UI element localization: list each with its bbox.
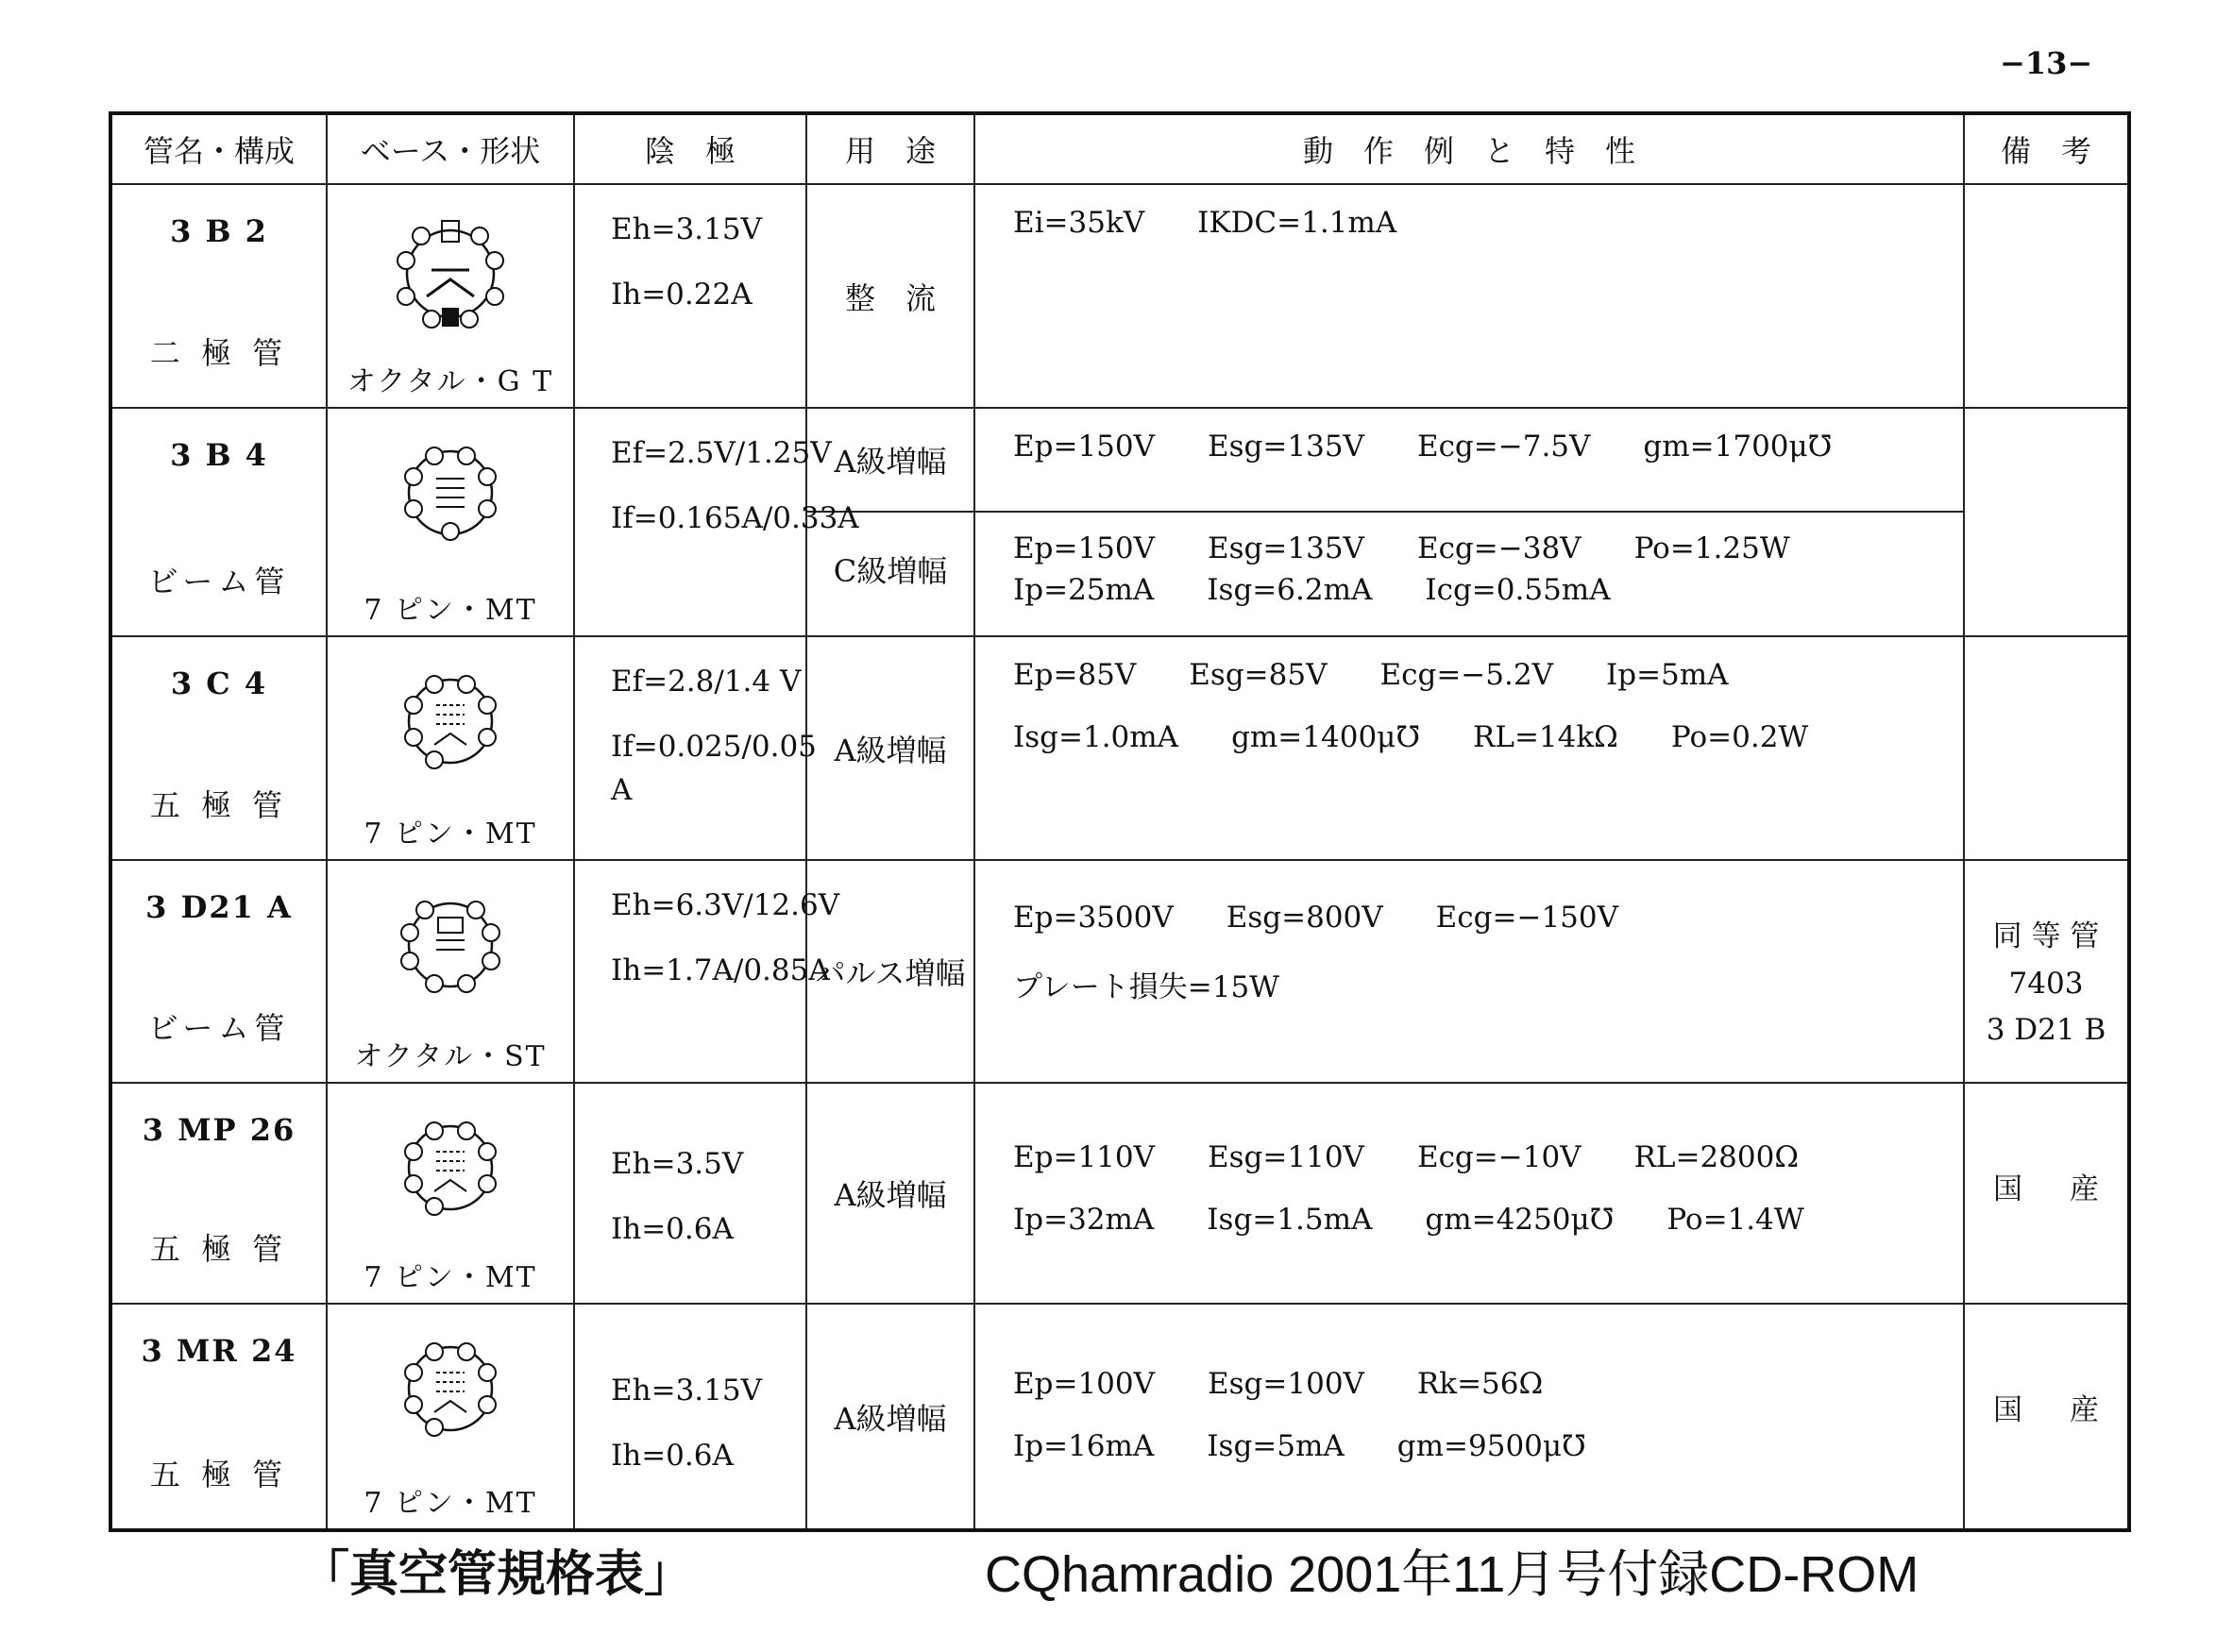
- base-type: 7 ピン・MT: [364, 818, 537, 851]
- remark-text: 国: [1993, 1172, 2022, 1206]
- header-operation: 動 作 例 と 特 性: [974, 113, 1964, 184]
- op-value: Ep=85V: [1013, 658, 1137, 692]
- tube-type: ビーム管: [147, 564, 291, 599]
- tube-type: 二 極 管: [149, 335, 289, 371]
- op-value: Ip=25mA: [1013, 573, 1155, 607]
- tube-name: 3 MR 24: [141, 1333, 297, 1369]
- op-value: RL=2800Ω: [1633, 1140, 1800, 1174]
- op-value: Ep=150V: [1013, 531, 1156, 565]
- op-value: Ecg=−38V: [1416, 531, 1582, 565]
- op-value: Ecg=−5.2V: [1379, 658, 1553, 692]
- op-value: Ecg=−7.5V: [1416, 430, 1591, 464]
- op-value: プレート損失=15W: [1013, 970, 1280, 1004]
- op-value: Isg=5mA: [1207, 1429, 1345, 1463]
- op-value: gm=1400μ℧: [1231, 720, 1421, 754]
- table-row: [110, 860, 2129, 1083]
- header-cathode: 陰 極: [574, 113, 806, 184]
- op-value: Icg=0.55mA: [1425, 573, 1611, 607]
- cathode-value: Ih=0.6A: [611, 1211, 734, 1246]
- table-row: [110, 1083, 2129, 1304]
- cathode-value: Ih=0.6A: [611, 1438, 734, 1473]
- base-type: 7 ピン・MT: [364, 594, 537, 627]
- footer-title: 「真空管規格表」: [300, 1546, 694, 1603]
- use-cell: A級増幅: [806, 1083, 974, 1304]
- op-value: Esg=800V: [1226, 901, 1383, 935]
- use-cell: A級増幅: [806, 636, 974, 860]
- op-value: Isg=6.2mA: [1207, 573, 1373, 607]
- header-name: 管名・構成: [110, 113, 327, 184]
- op-value: Ecg=−150V: [1435, 901, 1618, 935]
- remark-text: 産: [2070, 1172, 2099, 1206]
- tube-name: 3 B 4: [170, 437, 268, 473]
- use-cell: A級増幅: [807, 409, 973, 513]
- cathode-value: If=0.165A/0.33A: [611, 500, 859, 535]
- base-type: オクタル・ST: [354, 1040, 547, 1073]
- op-value: Esg=110V: [1208, 1140, 1364, 1174]
- op-value: Esg=135V: [1208, 430, 1364, 464]
- op-value: Ep=100V: [1013, 1367, 1156, 1401]
- table-row: [110, 408, 2129, 636]
- op-value: Ip=5mA: [1605, 658, 1729, 692]
- header-base: ベース・形状: [327, 113, 574, 184]
- op-value: gm=9500μ℧: [1396, 1429, 1586, 1463]
- use-cell: パルス増幅: [806, 860, 974, 1083]
- op-value: Rk=56Ω: [1416, 1367, 1544, 1401]
- tube-type: 五 極 管: [149, 1231, 289, 1267]
- pin-diagram-icon: [380, 198, 521, 349]
- header-row: [110, 113, 2129, 184]
- remark-text: 3 D21 B: [1986, 1013, 2106, 1048]
- op-value: Esg=100V: [1208, 1367, 1364, 1401]
- tube-type: 五 極 管: [149, 1457, 289, 1492]
- remark-text: 同 等 管: [1992, 919, 2100, 953]
- op-value: RL=14kΩ: [1473, 720, 1618, 754]
- cathode-value: Ef=2.5V/1.25V: [611, 436, 832, 470]
- cathode-value: Ef=2.8/1.4 V: [611, 665, 802, 699]
- op-value: Po=0.2W: [1670, 720, 1809, 754]
- cathode-value: Ih=1.7A/0.85A: [611, 952, 830, 987]
- pin-diagram-icon: [380, 650, 521, 792]
- cathode-value: Eh=3.15V: [611, 212, 762, 246]
- op-value: Ep=150V: [1013, 430, 1156, 464]
- use-cell: 整 流: [806, 184, 974, 408]
- base-type: 7 ピン・MT: [364, 1261, 537, 1294]
- op-value: Ep=110V: [1013, 1140, 1156, 1174]
- op-value: gm=4250μ℧: [1425, 1203, 1615, 1237]
- cathode-value: Eh=3.5V: [611, 1147, 744, 1181]
- tube-name: 3 B 2: [170, 213, 268, 249]
- op-value: Ep=3500V: [1013, 901, 1174, 935]
- tube-name: 3 MP 26: [142, 1112, 296, 1148]
- tube-name: 3 C 4: [170, 666, 268, 701]
- op-value: gm=1700μ℧: [1643, 430, 1833, 464]
- cathode-value: If=0.025/0.05 A: [611, 729, 817, 807]
- use-cell: A級増幅: [806, 1304, 974, 1530]
- pin-diagram-icon: [380, 422, 521, 564]
- footer-source: CQhamradio 2001年11月号付録CD-ROM: [985, 1546, 1920, 1603]
- header-remarks: 備 考: [1964, 113, 2129, 184]
- op-value: Ecg=−10V: [1416, 1140, 1582, 1174]
- pin-diagram-icon: [380, 1318, 521, 1459]
- header-use: 用 途: [806, 113, 974, 184]
- base-type: 7 ピン・MT: [364, 1487, 537, 1520]
- op-value: Esg=85V: [1189, 658, 1328, 692]
- cathode-value: Ih=0.22A: [611, 277, 753, 312]
- base-type: オクタル・G T: [347, 365, 554, 398]
- op-value: Ip=16mA: [1013, 1429, 1155, 1463]
- use-cell: C級増幅: [833, 553, 948, 589]
- tube-type: 五 極 管: [149, 787, 289, 823]
- op-value: Isg=1.0mA: [1013, 720, 1179, 754]
- remark-text: 国: [1993, 1393, 2022, 1427]
- pin-diagram-icon: [380, 874, 521, 1016]
- remark-text: 7403: [2008, 966, 2084, 1001]
- cathode-value: Eh=3.15V: [611, 1374, 762, 1408]
- table-row: [110, 184, 2129, 408]
- remark-text: 産: [2070, 1393, 2099, 1427]
- op-value: IKDC=1.1mA: [1197, 206, 1397, 240]
- cathode-value: Eh=6.3V/12.6V: [611, 888, 840, 922]
- op-value: Esg=135V: [1208, 531, 1364, 565]
- op-value: Po=1.25W: [1633, 531, 1790, 565]
- op-value: Isg=1.5mA: [1207, 1203, 1373, 1237]
- table-row: [110, 1304, 2129, 1530]
- table-row: [110, 636, 2129, 860]
- tube-type: ビーム管: [147, 1010, 291, 1046]
- pin-diagram-icon: [380, 1097, 521, 1239]
- op-value: Po=1.4W: [1666, 1203, 1804, 1237]
- tube-name: 3 D21 A: [145, 889, 293, 925]
- tube-spec-table: [109, 111, 2131, 1532]
- page-number: −13−: [2000, 45, 2093, 81]
- op-value: Ei=35kV: [1013, 206, 1145, 240]
- op-value: Ip=32mA: [1013, 1203, 1155, 1237]
